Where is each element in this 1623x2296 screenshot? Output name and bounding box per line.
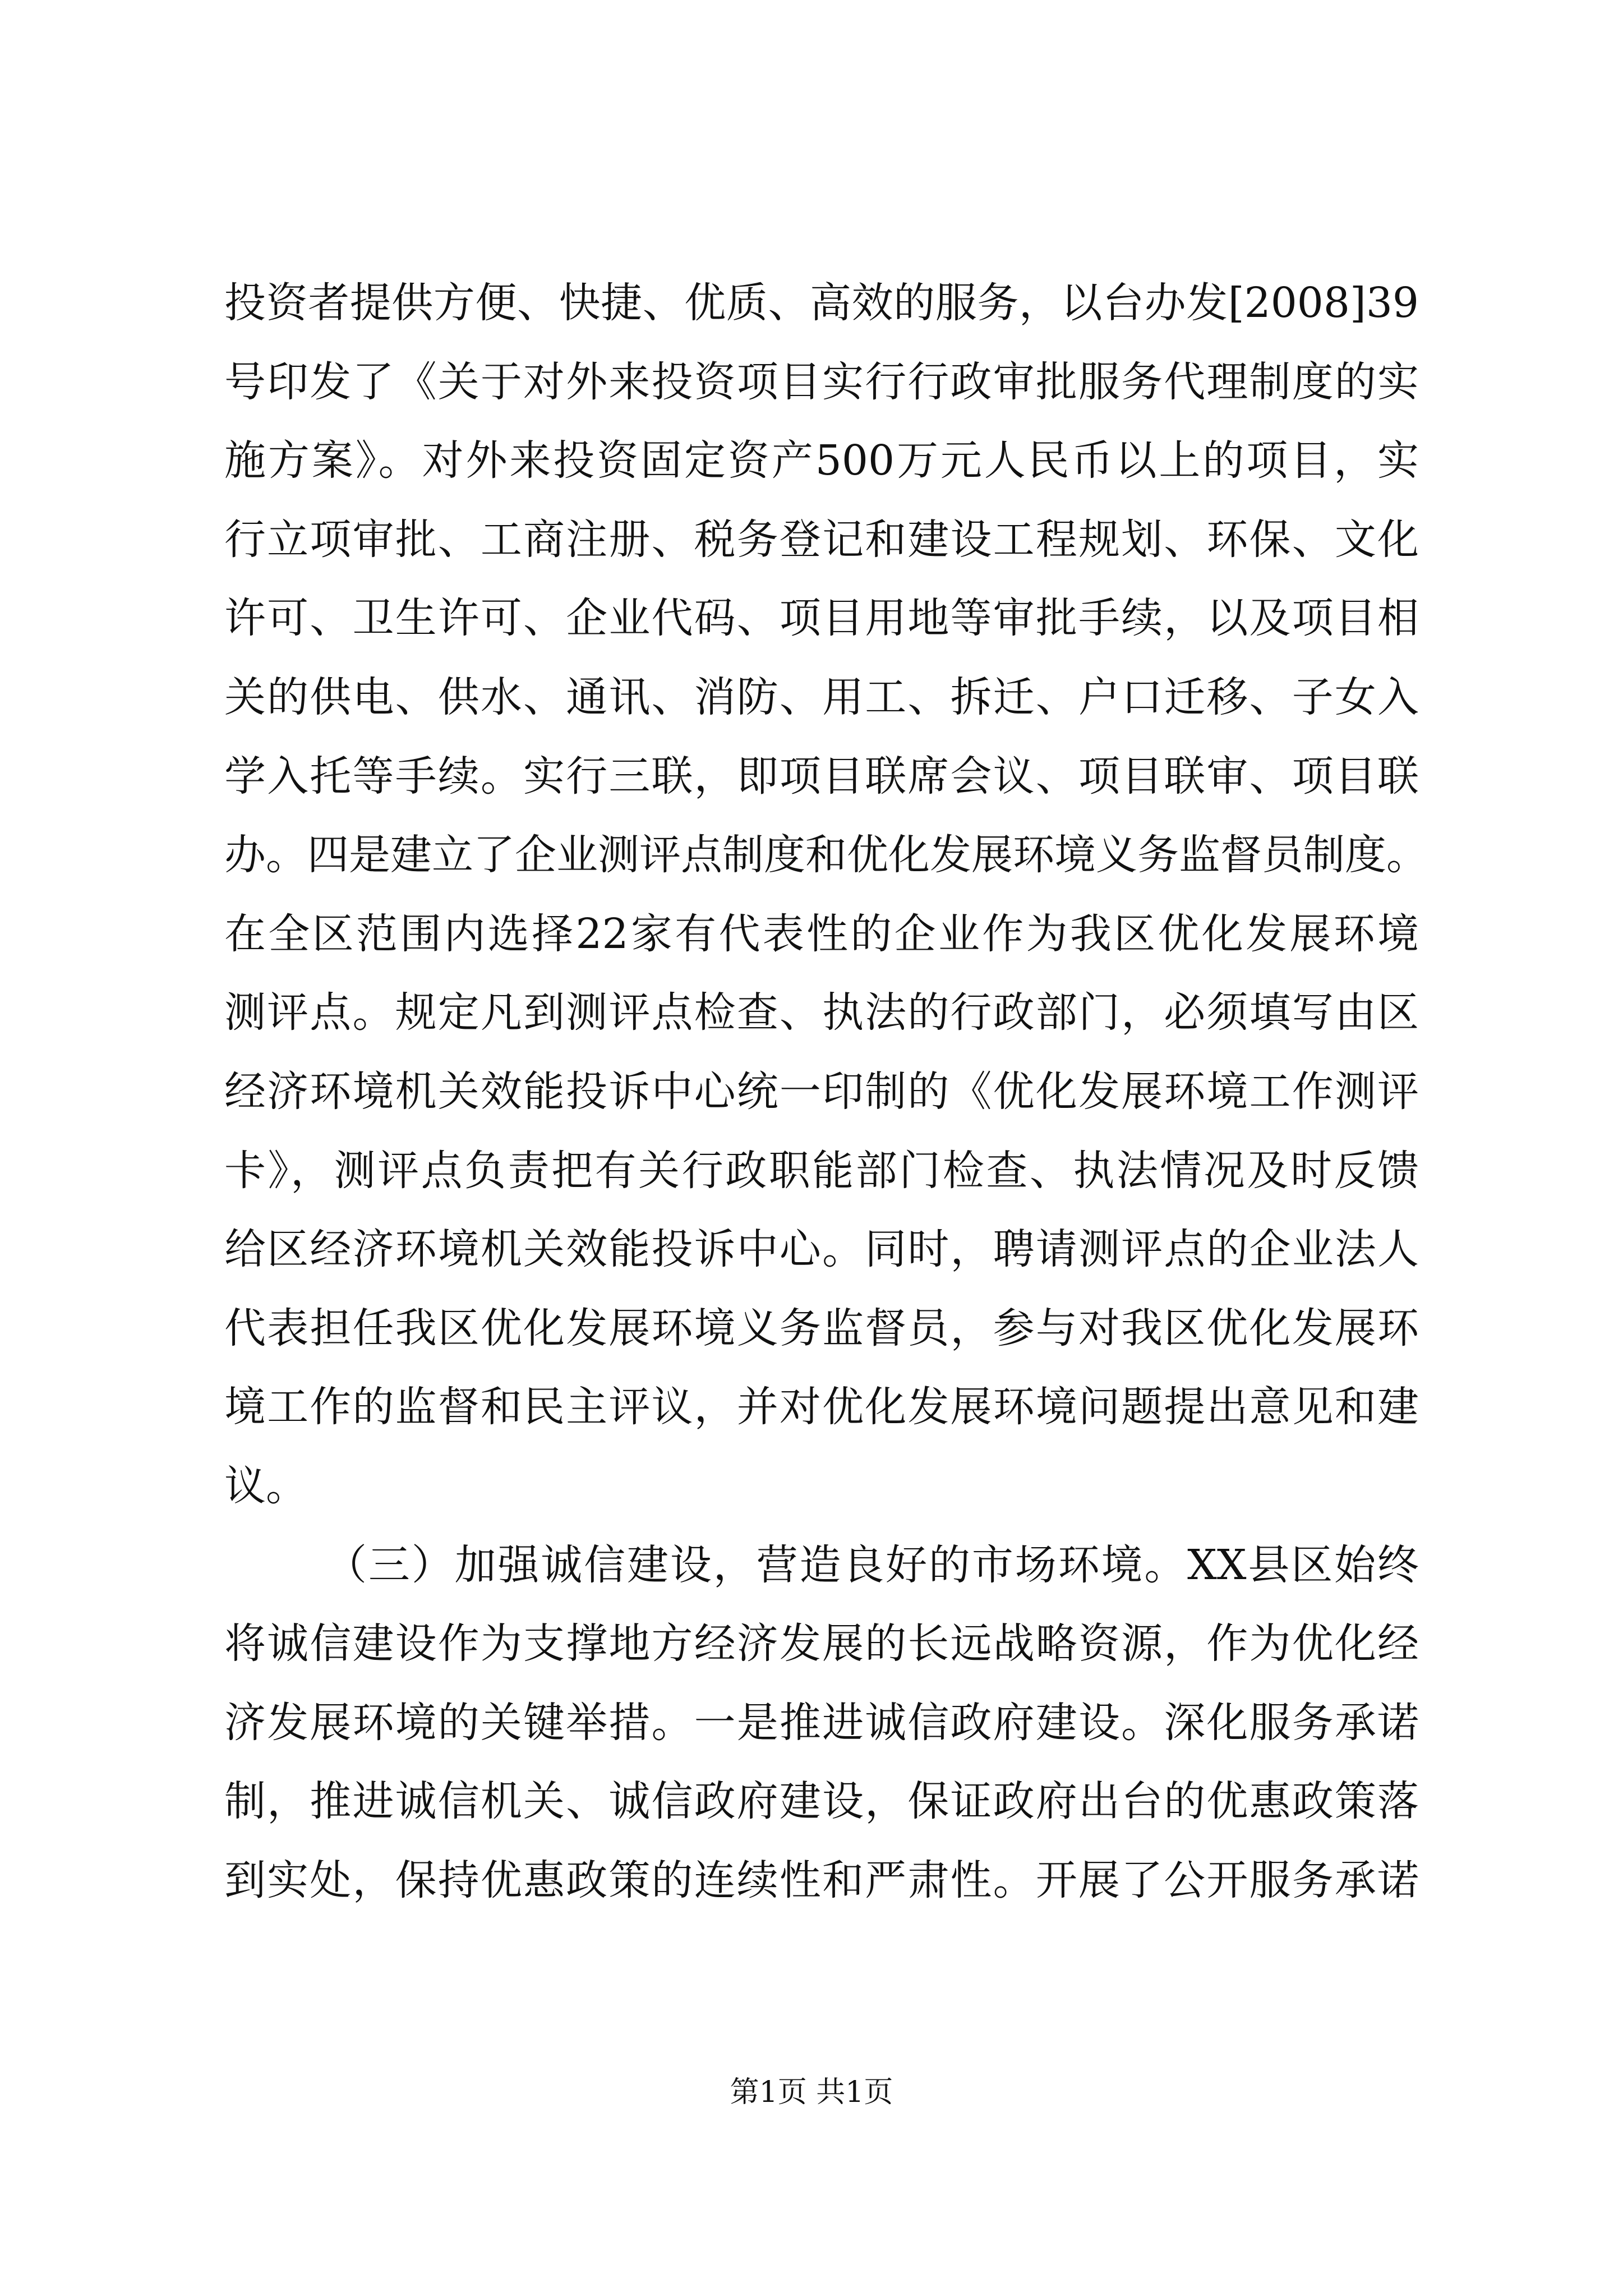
text-line: 许可、卫生许可、企业代码、项目用地等审批手续，以及项目相	[224, 594, 1419, 643]
text-line: 关的供电、供水、通讯、消防、用工、拆迁、户口迁移、子女入	[224, 673, 1419, 721]
text-line: 学入托等手续。实行三联，即项目联席会议、项目联审、项目联	[224, 752, 1419, 800]
page-number-label: 第1页 共1页	[730, 2076, 893, 2109]
text-line: 号印发了《关于对外来投资项目实行行政审批服务代理制度的实	[224, 357, 1419, 406]
section-heading-line: （三）加强诚信建设，营造良好的市场环境。XX县区始终	[325, 1540, 1419, 1589]
text-line: 经济环境机关效能投诉中心统一印制的《优化发展环境工作测评	[224, 1067, 1419, 1116]
text-line: 将诚信建设作为支撑地方经济发展的长远战略资源，作为优化经	[224, 1619, 1419, 1668]
text-line: 行立项审批、工商注册、税务登记和建设工程规划、环保、文化	[224, 515, 1419, 564]
text-line: 在全区范围内选择22家有代表性的企业作为我区优化发展环境	[224, 909, 1419, 958]
text-line: 办。四是建立了企业测评点制度和优化发展环境义务监督员制度。	[224, 831, 1428, 880]
text-line: 测评点。规定凡到测评点检查、执法的行政部门，必须填写由区	[224, 988, 1419, 1037]
text-line: 到实处，保持优惠政策的连续性和严肃性。开展了公开服务承诺	[224, 1856, 1419, 1904]
document-body	[224, 264, 1428, 1920]
text-line: 给区经济环境机关效能投诉中心。同时，聘请测评点的企业法人	[224, 1225, 1419, 1274]
page-footer	[0, 2073, 1623, 2112]
text-line: 制，推进诚信机关、诚信政府建设，保证政府出台的优惠政策落	[224, 1777, 1419, 1826]
text-line: 境工作的监督和民主评议，并对优化发展环境问题提出意见和建	[224, 1383, 1419, 1432]
text-line: 投资者提供方便、快捷、优质、高效的服务，以台办发[2008]39	[224, 279, 1419, 327]
text-line: 卡》，测评点负责把有关行政职能部门检查、执法情况及时反馈	[224, 1146, 1419, 1195]
text-line: 代表担任我区优化发展环境义务监督员，参与对我区优化发展环	[224, 1304, 1419, 1352]
text-line: 施方案》。对外来投资固定资产500万元人民币以上的项目，实	[224, 436, 1419, 485]
text-line: 济发展环境的关键举措。一是推进诚信政府建设。深化服务承诺	[224, 1698, 1419, 1747]
paragraph-end-line: 议。	[224, 1461, 307, 1510]
